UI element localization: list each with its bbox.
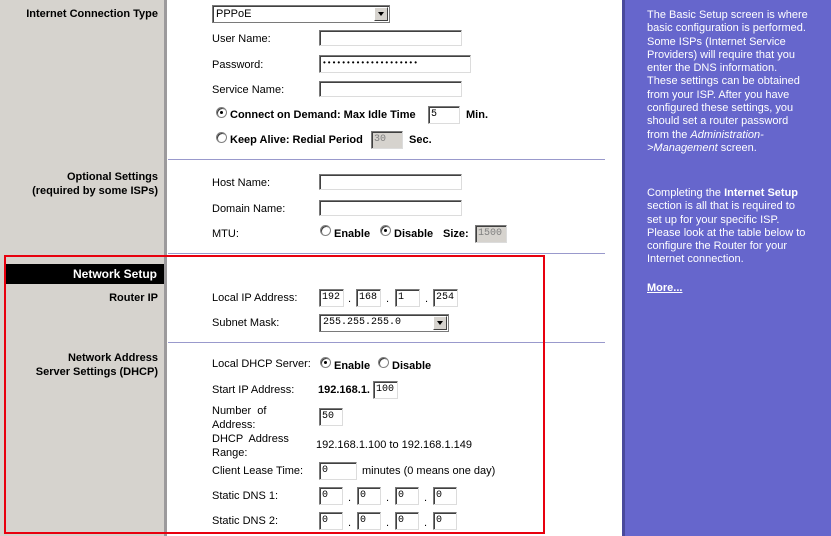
lease-time-label: Client Lease Time: xyxy=(212,465,304,477)
subnet-mask-value: 255.255.255.0 xyxy=(323,317,402,328)
dns2-octet-1[interactable]: 0 xyxy=(319,512,343,530)
lease-time-note: minutes (0 means one day) xyxy=(362,465,496,477)
password-input[interactable]: •••••••••••••••••••• xyxy=(319,55,471,73)
help-text: Completing the xyxy=(647,187,721,199)
dns2-octet-2[interactable]: 0 xyxy=(357,512,381,530)
keep-alive-label: Keep Alive: Redial Period xyxy=(230,134,363,146)
ip-dot: . xyxy=(424,517,428,529)
divider xyxy=(168,159,605,160)
dns1-octet-1[interactable]: 0 xyxy=(319,487,343,505)
internet-connection-type-label: Internet Connection Type xyxy=(26,8,158,20)
optional-settings-label xyxy=(4,170,158,198)
router-ip-label: Router IP xyxy=(109,292,158,304)
divider xyxy=(168,253,605,254)
user-name-input[interactable] xyxy=(319,30,462,46)
dhcp-server-label: Local DHCP Server: xyxy=(212,358,311,370)
dns2-octet-3[interactable]: 0 xyxy=(395,512,419,530)
service-name-input[interactable] xyxy=(319,81,462,97)
ip-dot: . xyxy=(386,517,390,529)
num-address-label-line1: Number of xyxy=(212,405,267,417)
ip-dot: . xyxy=(386,293,390,305)
service-name-label: Service Name: xyxy=(212,84,285,96)
help-admin-link-text: Administration->Management xyxy=(647,128,764,154)
connection-type-select[interactable] xyxy=(212,5,390,23)
connect-on-demand-label: Connect on Demand: Max Idle Time xyxy=(230,109,416,121)
dhcp-range-value: 192.168.1.100 to 192.168.1.149 xyxy=(316,439,472,451)
start-ip-label: Start IP Address: xyxy=(212,384,295,396)
lease-time-input[interactable]: 0 xyxy=(319,462,357,480)
start-ip-prefix: 192.168.1. xyxy=(318,384,370,396)
chevron-down-icon[interactable] xyxy=(374,7,388,21)
keep-alive-radio[interactable] xyxy=(216,132,227,143)
dns1-octet-2[interactable]: 0 xyxy=(357,487,381,505)
mtu-size-input[interactable]: 1500 xyxy=(475,225,507,243)
ip-dot: . xyxy=(425,293,429,305)
dns2-octet-4[interactable]: 0 xyxy=(433,512,457,530)
ip-dot: . xyxy=(424,492,428,504)
help-panel-edge xyxy=(622,0,625,536)
dhcp-section-title: Network Address xyxy=(67,352,158,364)
help-paragraph-1 xyxy=(647,9,809,155)
ip-dot: . xyxy=(348,293,352,305)
ip-dot: . xyxy=(348,517,352,529)
mtu-disable-label: Disable xyxy=(394,228,434,240)
connection-type-value: PPPoE xyxy=(216,8,252,20)
mtu-size-label: Size: xyxy=(443,228,469,240)
host-name-label: Host Name: xyxy=(212,177,271,189)
user-name-label: User Name: xyxy=(212,33,271,45)
help-text: The Basic Setup screen is where basic configuration is performed. Some ISPs (Internet Service Providers) will require that you enter the DNS information. These settings can be obtained from your ISP. After you have configured these settings, you should set a router password from the xyxy=(647,9,808,141)
mtu-enable-radio[interactable] xyxy=(320,225,331,236)
subnet-mask-label: Subnet Mask: xyxy=(212,317,280,329)
dns1-octet-4[interactable]: 0 xyxy=(433,487,457,505)
dhcp-range-label-line2: Range: xyxy=(212,447,248,459)
num-address-input[interactable]: 50 xyxy=(319,408,343,426)
network-setup-title: Network Setup xyxy=(72,267,157,281)
highlight-box xyxy=(4,255,545,534)
dhcp-section-subtitle: Server Settings (DHCP) xyxy=(35,366,158,378)
connect-on-demand-radio[interactable] xyxy=(216,107,227,118)
start-ip-last-octet[interactable]: 100 xyxy=(373,381,398,399)
dns2-label: Static DNS 2: xyxy=(212,515,279,527)
mtu-disable-radio[interactable] xyxy=(380,225,391,236)
password-label: Password: xyxy=(212,59,264,71)
dhcp-enable-label: Enable xyxy=(334,360,371,372)
help-text: section is all that is required to set up for your specific ISP. Please look at the table below to configure the Router for your Internet connection. xyxy=(647,200,806,266)
dns1-octet-3[interactable]: 0 xyxy=(395,487,419,505)
local-ip-octet-3[interactable]: 1 xyxy=(395,289,420,307)
local-ip-label: Local IP Address: xyxy=(212,292,298,304)
mtu-enable-label: Enable xyxy=(334,228,371,240)
domain-name-label: Domain Name: xyxy=(212,203,286,215)
dhcp-range-label-line1: DHCP Address xyxy=(212,433,289,445)
host-name-input[interactable] xyxy=(319,174,462,190)
local-ip-octet-4[interactable]: 254 xyxy=(433,289,458,307)
help-text: screen. xyxy=(720,141,757,154)
optional-settings-title: Optional Settings xyxy=(66,171,158,183)
dhcp-disable-label: Disable xyxy=(392,360,432,372)
local-ip-octet-1[interactable]: 192 xyxy=(319,289,344,307)
more-link[interactable]: More... xyxy=(647,282,683,294)
optional-settings-subtitle: (required by some ISPs) xyxy=(32,185,158,197)
min-unit-label: Min. xyxy=(466,109,488,121)
local-ip-octet-2[interactable]: 168 xyxy=(356,289,381,307)
help-paragraph-2 xyxy=(647,187,809,267)
redial-period-input[interactable]: 30 xyxy=(371,131,403,149)
domain-name-input[interactable] xyxy=(319,200,462,216)
ip-dot: . xyxy=(348,492,352,504)
max-idle-time-input[interactable]: 5 xyxy=(428,106,460,124)
dns1-label: Static DNS 1: xyxy=(212,490,279,502)
ip-dot: . xyxy=(386,492,390,504)
num-address-label-line2: Address: xyxy=(212,419,256,431)
help-bold-text: Internet Setup xyxy=(724,187,799,199)
sec-unit-label: Sec. xyxy=(409,134,432,146)
mtu-label: MTU: xyxy=(212,228,239,240)
